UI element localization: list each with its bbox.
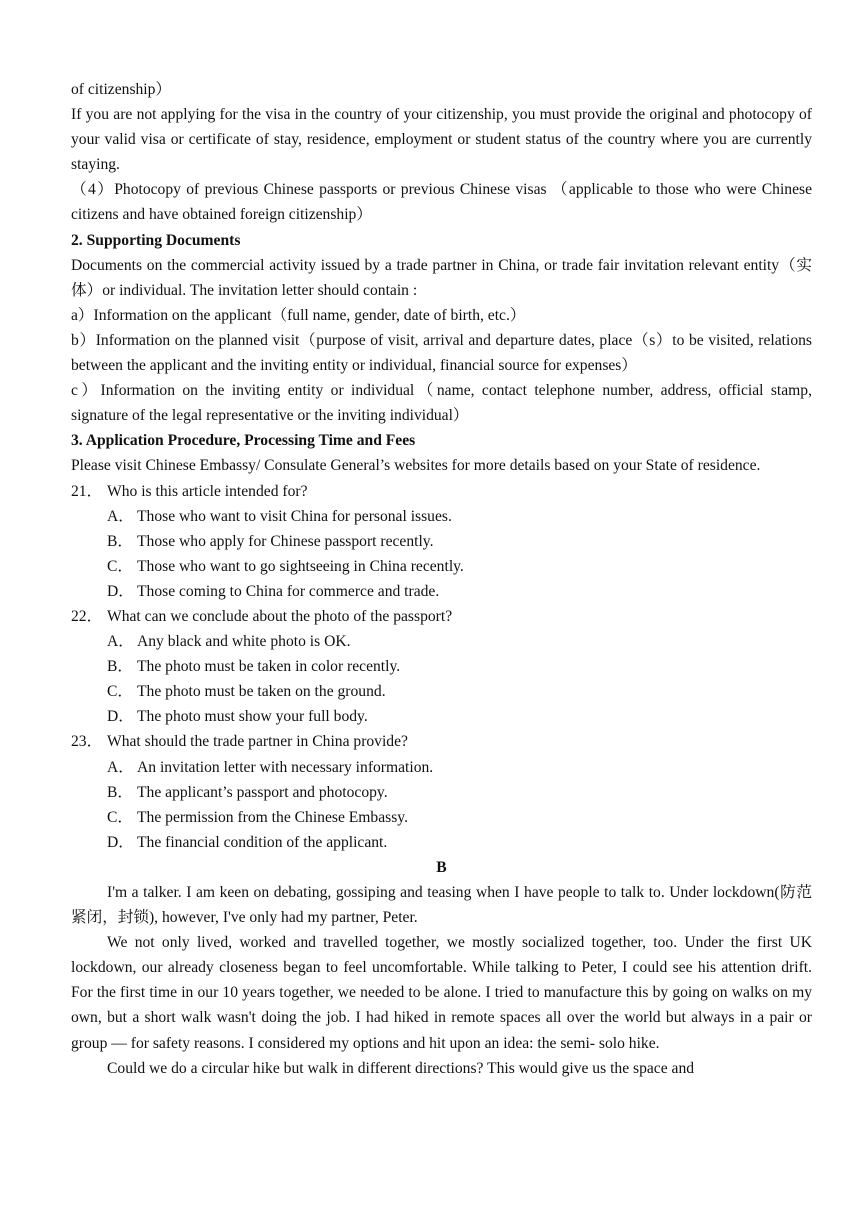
option-a: A． Those who want to visit China for personal issues. <box>107 507 452 525</box>
passage-b-label: B <box>436 858 447 876</box>
option-d: D． Those coming to China for commerce and trade. <box>107 582 440 600</box>
option-d: D． The photo must show your full body. <box>107 708 368 726</box>
question-number: 22． <box>71 607 103 625</box>
option-c: C． The permission from the Chinese Embassy. <box>107 808 408 826</box>
option-b: B． The photo must be taken in color recently. <box>107 658 401 676</box>
question-22 <box>71 604 812 729</box>
question-23 <box>71 729 812 854</box>
continuation-line: of citizenship） <box>71 81 172 98</box>
question-text: What can we conclude about the photo of the passport? <box>107 607 453 625</box>
section-2-item-c: c）Information on the inviting entity or individual（name, contact telephone number, address, official stamp, signature of the legal representative or the inviting individual） <box>71 382 812 425</box>
option-c: C． Those who want to go sightseeing in China recently. <box>107 557 464 575</box>
option-b: B． The applicant’s passport and photocopy. <box>107 783 388 801</box>
section-2-item-b: b）Information on the planned visit（purpose of visit, arrival and departure dates, place（s）to be visited, relations between the applicant and the inviting entity or individual, financial source for expenses） <box>71 331 812 375</box>
question-number: 23． <box>71 733 103 751</box>
section-3-heading: 3. Application Procedure, Processing Time and Fees <box>71 432 416 450</box>
passage-b-paragraph: I'm a talker. I am keen on debating, gossiping and teasing when I have people to talk to. Under lockdown(防范紧闭，封锁), however, I've only had my partner, Peter. <box>71 884 812 927</box>
question-text: Who is this article intended for? <box>107 482 308 500</box>
section-3-text: Please visit Chinese Embassy/ Consulate General’s websites for more details based on your State of residence. <box>71 457 761 475</box>
document-page <box>71 77 812 1081</box>
option-d: D． The financial condition of the applicant. <box>107 833 388 851</box>
passage-b-paragraph: Could we do a circular hike but walk in different directions? This would give us the space and <box>107 1059 695 1077</box>
question-text: What should the trade partner in China provide? <box>107 733 408 751</box>
visa-paragraph: If you are not applying for the visa in the country of your citizenship, you must provide the original and photocopy of your valid visa or certificate of stay, residence, employment or student status of the country where you are currently staying. <box>71 106 812 174</box>
section-2-item-a: a）Information on the applicant（full name, gender, date of birth, etc.） <box>71 306 526 324</box>
passage-b-paragraph: We not only lived, worked and travelled together, we mostly socialized together, too. Under the first UK lockdown, our already closeness began to feel uncomfortable. While talking to Peter, I could see his attention drift. For the first time in our 10 years together, we needed to be alone. I tried to manufacture this by going on walks on my own, but a short walk wasn't doing the job. I had hiked in remote spaces all over the world but always in a pair or group — for safety reasons. I considered my options and hit upon an idea: the semi- solo hike. <box>71 934 812 1052</box>
option-b: B． Those who apply for Chinese passport recently. <box>107 532 434 550</box>
section-2-heading: 2. Supporting Documents <box>71 231 241 249</box>
option-a: A． Any black and white photo is OK. <box>107 633 351 651</box>
section-2-intro: Documents on the commercial activity issued by a trade partner in China, or trade fair invitation relevant entity（实体）or individual. The invitation letter should contain : <box>71 256 812 299</box>
question-21 <box>71 479 812 604</box>
item-4-paragraph: （4）Photocopy of previous Chinese passports or previous Chinese visas （applicable to those who were Chinese citizens and have obtained foreign citizenship） <box>71 181 812 224</box>
question-number: 21． <box>71 482 103 500</box>
option-c: C． The photo must be taken on the ground. <box>107 683 386 701</box>
option-a: A． An invitation letter with necessary information. <box>107 758 434 776</box>
